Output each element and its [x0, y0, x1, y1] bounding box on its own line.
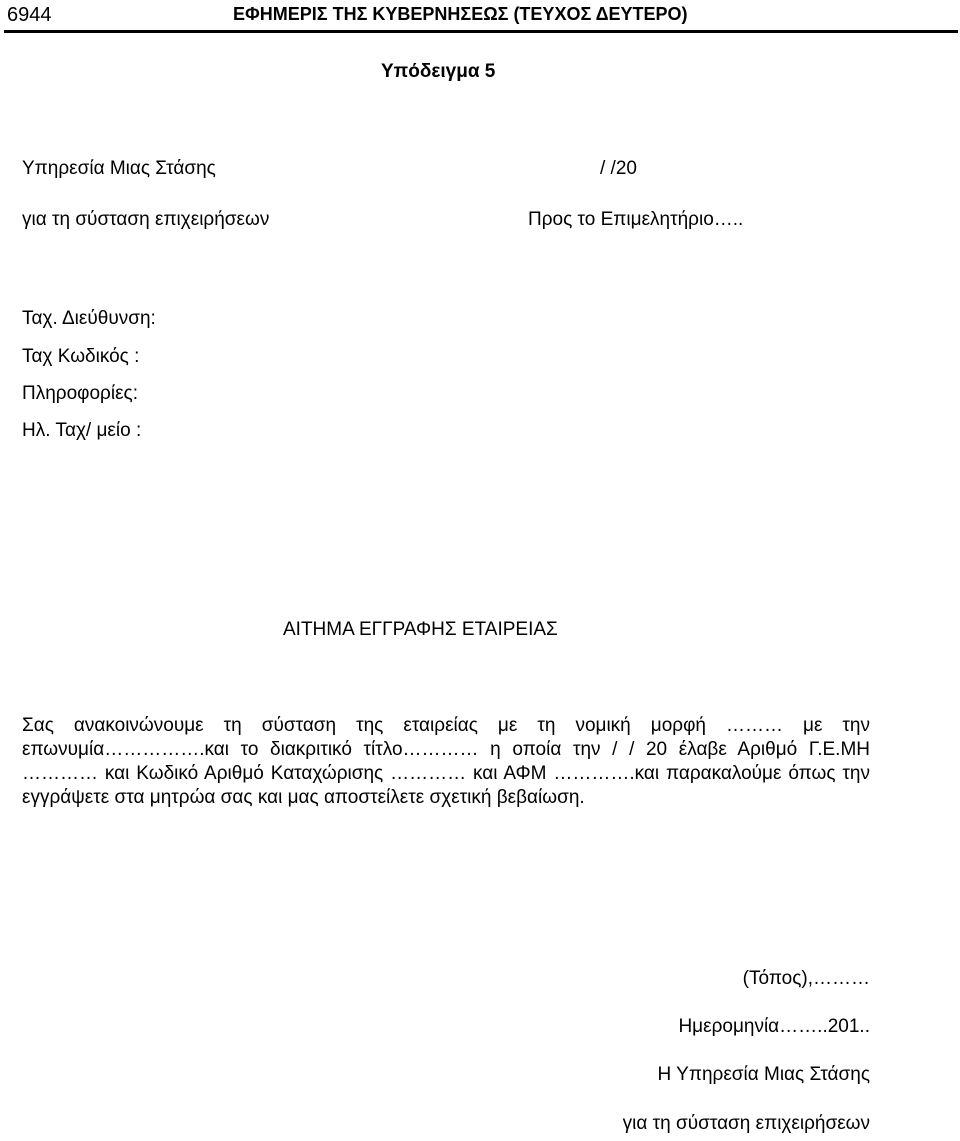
sender-line-2: για τη σύσταση επιχειρήσεων: [22, 209, 270, 230]
signature-date: Ημερομηνία……..201..: [678, 1016, 870, 1037]
address-label: Ταχ. Διεύθυνση:: [22, 308, 156, 329]
signature-place: (Τόπος),………: [742, 968, 870, 989]
document-title: ΑΙΤΗΜΑ ΕΓΓΡΑΦΗΣ ΕΤΑΙΡΕΙΑΣ: [283, 619, 558, 640]
info-label: Πληροφορίες:: [22, 383, 138, 404]
recipient: Προς το Επιμελητήριο…..: [528, 209, 744, 230]
sender-line-1: Υπηρεσία Μιας Στάσης: [22, 158, 216, 179]
body-paragraph: Σας ανακοινώνουμε τη σύσταση της εταιρείας με τη νομική μορφή ……… με την επωνυμία…………….και το διακριτικό τίτλο………… η οποία την / / 20 έλαβε Αριθμό Γ.Ε.ΜΗ ………… και Κωδικό Αριθμό Καταχώρισης ………… και ΑΦΜ ………….και παρακαλούμε όπως την εγγράψετε στα μητρώα σας και μας αποστείλετε σχετική βεβαίωση.: [22, 715, 870, 808]
signature-org-line-1: Η Υπηρεσία Μιας Στάσης: [657, 1064, 870, 1085]
signature-org-line-2: για τη σύσταση επιχειρήσεων: [622, 1113, 870, 1134]
running-head: ΕΦΗΜΕΡΙΣ ΤΗΣ ΚΥΒΕΡΝΗΣΕΩΣ (ΤΕΥΧΟΣ ΔΕΥΤΕΡΟ): [233, 4, 688, 24]
form-template-label: Υπόδειγμα 5: [381, 61, 496, 82]
page-number: 6944: [7, 4, 52, 26]
postal-code-label: Ταχ Κωδικός :: [22, 346, 140, 367]
date-field: / /20: [600, 158, 637, 179]
email-label: Ηλ. Ταχ/ μείο :: [22, 420, 142, 441]
header-rule: [4, 30, 958, 33]
